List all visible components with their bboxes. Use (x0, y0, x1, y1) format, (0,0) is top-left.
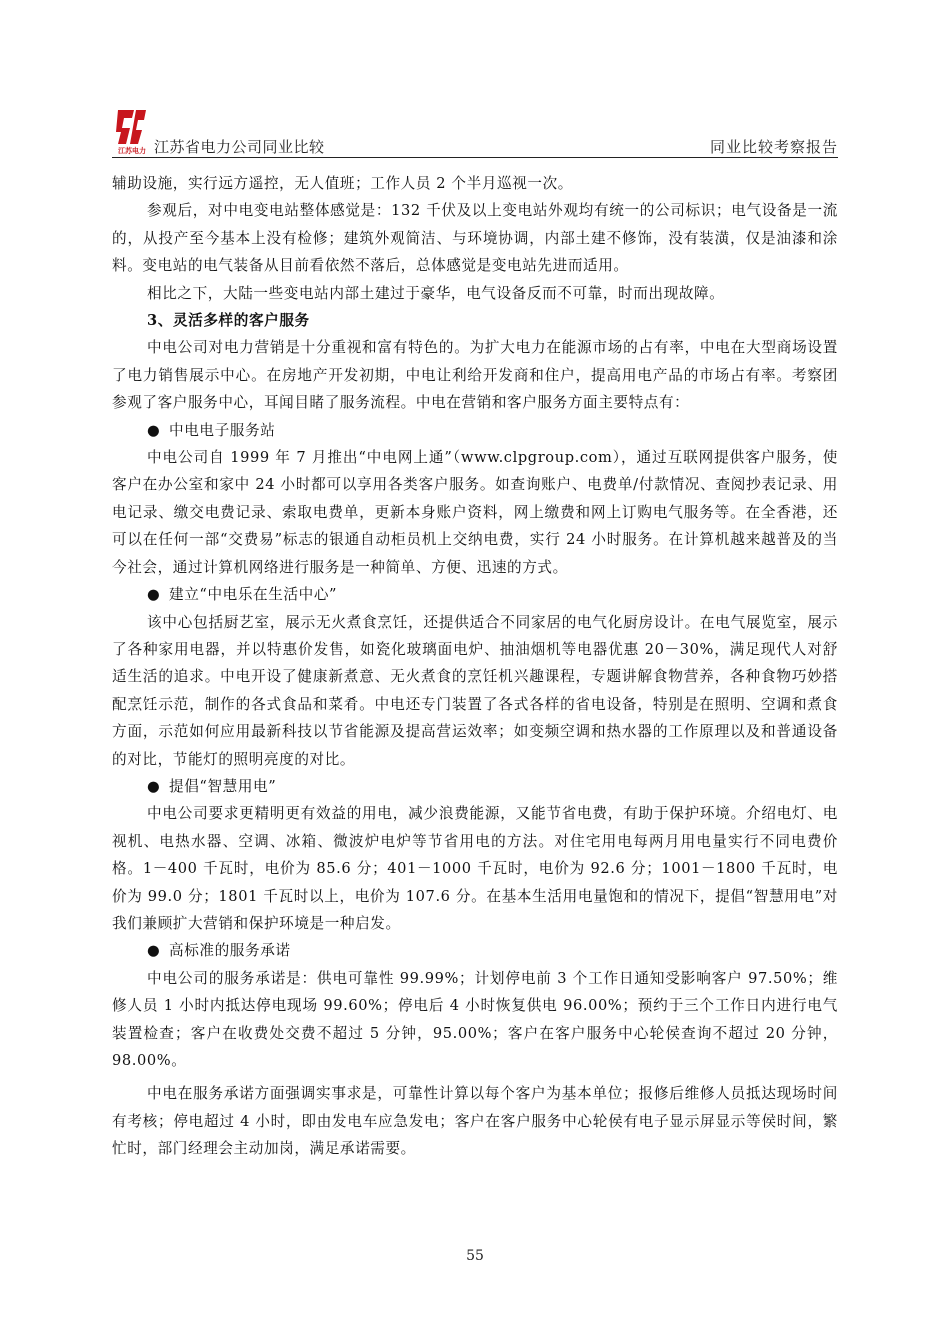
bullet-heading (112, 417, 838, 444)
bullet-heading (112, 773, 838, 800)
page-header (112, 108, 838, 158)
section-heading: 3、灵活多样的客户服务 (147, 312, 310, 330)
header-right-title: 同业比较考察报告 (709, 138, 838, 156)
header-left-title: 江苏省电力公司同业比较 (154, 138, 325, 156)
page-number: 55 (466, 1248, 484, 1264)
header-divider (112, 157, 838, 158)
paragraph: 中电公司自 1999 年 7 月推出“中电网上通”（www.clpgroup.com），通过互联网提供客户服务，使客户在办公室和家中 24 小时都可以享用各类客户服务。如查询账户、电费单/付款情况、查阅抄表记录、用电记录、缴交电费记录、索取电费单，更新本身账户资料，网上缴费和网上订购电气服务等。在全香港，还可以在任何一部“交费易”标志的银通自动柜员机上交纳电费，实行 24 小时服务。在计算机越来越普及的当今社会，通过计算机网络进行服务是一种简单、方便、迅速的方式。 (112, 449, 838, 576)
bullet-heading (112, 581, 838, 608)
company-logo (112, 108, 152, 156)
document-body (112, 170, 838, 1163)
paragraph: 中电公司对电力营销是十分重视和富有特色的。为扩大电力在能源市场的占有率，中电在大型商场设置了电力销售展示中心。在房地产开发初期，中电让利给开发商和住户，提高用电产品的市场占有率。考察团参观了客户服务中心，耳闻目睹了服务流程。中电在营销和客户服务方面主要特点有： (112, 339, 838, 412)
lightning-logo-icon (112, 108, 152, 146)
paragraph: 该中心包括厨艺室，展示无火煮食烹饪，还提供适合不同家居的电气化厨房设计。在电气展览室，展示了各种家用电器，并以特惠价发售，如瓷化玻璃面电炉、抽油烟机等电器优惠 20－30%，满足现代人对舒适生活的追求。中电开设了健康新煮意、无火煮食的烹饪机兴趣课程，专题讲解食物营养，各种食物巧妙搭配烹饪示范，制作的各式食品和菜肴。中电还专门装置了各式各样的省电设备，特别是在照明、空调和煮食方面，示范如何应用最新科技以节省能源及提高营运效率；如变频空调和热水器的工作原理以及和普通设备的对比，节能灯的照明亮度的对比。 (112, 613, 838, 768)
logo-text: 江苏电力 (118, 147, 146, 155)
bullet-heading (112, 937, 838, 964)
bullet-icon: ● (147, 777, 161, 795)
bullet-icon: ● (147, 942, 161, 960)
paragraph: 中电公司的服务承诺是：供电可靠性 99.99%；计划停电前 3 个工作日通知受影响客户 97.50%；维修人员 1 小时内抵达停电现场 99.60%；停电后 4 小时恢复供电 96.00%；预约于三个工作日内进行电气装置检查；客户在收费处交费不超过 5 分钟，95.00%；客户在客户服务中心轮侯查询不超过 20 分钟，98.00%。 (112, 969, 838, 1069)
paragraph: 中电公司要求更精明更有效益的用电，减少浪费能源，又能节省电费，有助于保护环境。介绍电灯、电视机、电热水器、空调、冰箱、微波炉电炉等节省用电的方法。对住宅用电每两月用电量实行不同电费价格。1－400 千瓦时，电价为 85.6 分；401－1000 千瓦时，电价为 92.6 分；1001－1800 千瓦时，电价为 99.0 分；1801 千瓦时以上，电价为 107.6 分。在基本生活用电量饱和的情况下，提倡“智慧用电”对我们兼顾扩大营销和保护环境是一种启发。 (112, 805, 838, 932)
paragraph: 相比之下，大陆一些变电站内部土建过于豪华，电气设备反而不可靠，时而出现故障。 (147, 284, 725, 302)
paragraph: 辅助设施，实行远方遥控，无人值班；工作人员 2 个半月巡视一次。 (112, 175, 573, 192)
bullet-icon: ● (147, 421, 161, 439)
paragraph: 中电在服务承诺方面强调实事求是，可靠性计算以每个客户为基本单位；报修后维修人员抵达现场时间有考核；停电超过 4 小时，即由发电车应急发电；客户在客户服务中心轮侯有电子显示屏显示等侯时间，繁忙时，部门经理会主动加岗，满足承诺需要。 (112, 1085, 838, 1158)
bullet-text: 提倡“智慧用电” (169, 777, 277, 795)
bullet-text: 中电电子服务站 (169, 421, 276, 439)
paragraph: 参观后，对中电变电站整体感觉是：132 千伏及以上变电站外观均有统一的公司标识；电气设备是一流的，从投产至今基本上没有检修；建筑外观简洁、与环境协调，内部土建不修饰，没有装潢，仅是油漆和涂料。变电站的电气装备从目前看依然不落后，总体感觉是变电站先进而适用。 (112, 202, 838, 275)
bullet-text: 高标准的服务承诺 (169, 942, 291, 960)
bullet-icon: ● (147, 586, 161, 604)
bullet-text: 建立“中电乐在生活中心” (169, 586, 338, 604)
